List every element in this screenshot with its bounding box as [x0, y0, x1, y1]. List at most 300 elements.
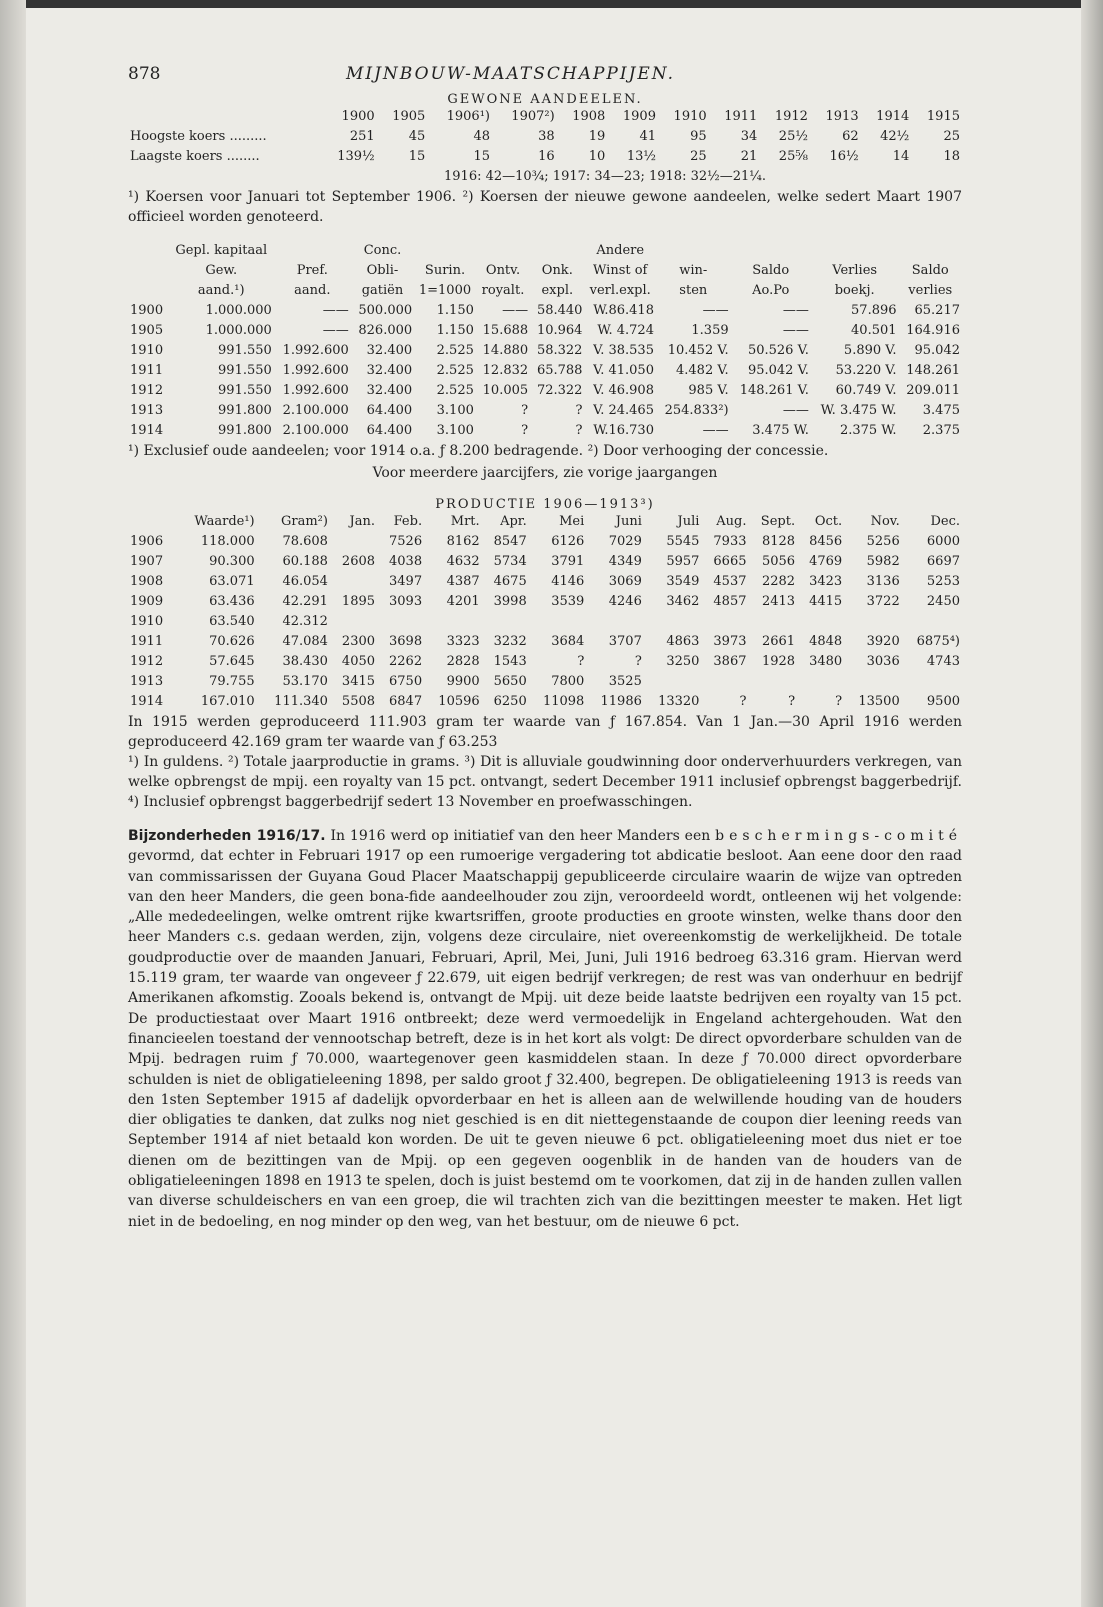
- productie-value: [797, 672, 844, 692]
- productie-value: 6665: [713, 554, 747, 569]
- kapitaal-header-cell: verlies: [908, 283, 953, 298]
- kapitaal-value: 991.550: [218, 363, 272, 378]
- productie-value: 47.084: [282, 634, 328, 649]
- productie-header-cell: Oct.: [814, 514, 843, 529]
- koers-value: 139½: [337, 149, 375, 164]
- kapitaal-value: 209.011: [906, 383, 960, 398]
- kapitaal-value: 1.000.000: [205, 323, 272, 338]
- kapitaal-header-cell: [731, 241, 811, 261]
- kapitaal-value: 148.261: [906, 363, 960, 378]
- productie-header-cell: Aug.: [716, 514, 747, 529]
- table-row: [128, 692, 962, 712]
- productie-header-cell: Jan.: [349, 514, 376, 529]
- kapitaal-value: V. 24.465: [593, 403, 654, 418]
- table-row: [128, 147, 962, 167]
- kapitaal-header-cell: [274, 241, 351, 261]
- kapitaal-value: 991.800: [218, 423, 272, 438]
- kapitaal-header-cell: Gew.: [205, 263, 238, 278]
- productie-value: 7029: [608, 534, 642, 549]
- productie-value: 2450: [926, 594, 960, 609]
- productie-value: 6875⁴): [916, 634, 960, 649]
- productie-value: 2262: [389, 654, 423, 669]
- productie-value: 3791: [551, 554, 585, 569]
- kapitaal-year: 1905: [130, 323, 164, 338]
- kapitaal-value: 95.042 V.: [747, 363, 809, 378]
- productie-value: 4050: [341, 654, 376, 669]
- kapitaal-header-cell: expl.: [541, 283, 574, 298]
- koers-year-header: 1913: [825, 109, 859, 124]
- kapitaal-header-cell: [128, 261, 169, 281]
- productie-value: 4387: [446, 574, 480, 589]
- kapitaal-header-cell: sten: [679, 283, 708, 298]
- kapitaal-year: 1914: [130, 423, 164, 438]
- kapitaal-value: 826.000: [358, 323, 413, 338]
- kapitaal-value: 148.261 V.: [739, 383, 809, 398]
- kapitaal-header-cell: aand.¹): [197, 283, 245, 298]
- productie-value: 1543: [493, 654, 527, 669]
- productie-value: 78.608: [282, 534, 328, 549]
- productie-value: 2608: [341, 554, 376, 569]
- koers-value: 25: [690, 149, 707, 164]
- koers-value: 10: [588, 149, 606, 164]
- kapitaal-header-cell: Ao.Po: [752, 283, 790, 298]
- kapitaal-value: V. 38.535: [593, 343, 654, 358]
- productie-value: 3867: [713, 654, 747, 669]
- productie-value: 42.291: [282, 594, 328, 609]
- productie-value: 4857: [713, 594, 747, 609]
- koers-year-header: 1914: [876, 109, 910, 124]
- kapitaal-header-cell: Saldo: [752, 263, 790, 278]
- kapitaal-value: 3.100: [436, 403, 474, 418]
- productie-value: 3973: [713, 634, 747, 649]
- koers-value: 21: [740, 149, 758, 164]
- kapitaal-value: ——: [782, 303, 809, 318]
- productie-value: 8128: [761, 534, 796, 549]
- productie-value: 6697: [926, 554, 960, 569]
- bijz-text-1: In 1916 werd op initiatief van den heer Manders een: [330, 828, 711, 844]
- table-row: [128, 552, 962, 572]
- kapitaal-header-cell: Saldo: [911, 263, 949, 278]
- productie-value: 7526: [389, 534, 423, 549]
- kapitaal-value: 12.832: [482, 363, 529, 378]
- productie-value: 10596: [438, 694, 480, 709]
- kapitaal-value: ?: [575, 403, 583, 418]
- productie-value: ?: [634, 654, 642, 669]
- productie-value: 8547: [493, 534, 527, 549]
- productie-value: [529, 612, 587, 632]
- kapitaal-value: 3.475 W.: [752, 423, 809, 438]
- koers-year-header: 1912: [774, 109, 808, 124]
- kapitaal-footnote: ¹) Exclusief oude aandeelen; voor 1914 o.a. ƒ 8.200 bedragende. ²) Door verhooging der concessie.: [128, 443, 829, 459]
- koers-value: 62: [842, 129, 859, 144]
- productie-value: [330, 532, 377, 552]
- kapitaal-value: 2.100.000: [282, 403, 349, 418]
- productie-year: 1907: [130, 554, 164, 569]
- productie-value: 2300: [341, 634, 376, 649]
- koers-value: 14: [892, 149, 910, 164]
- productie-value: 13500: [858, 694, 900, 709]
- page-edge: [1081, 0, 1103, 1607]
- koers-value: 15: [473, 149, 490, 164]
- productie-value: 4769: [809, 554, 843, 569]
- kapitaal-table: [128, 241, 962, 441]
- productie-value: 4201: [446, 594, 480, 609]
- koers-value: 48: [473, 129, 490, 144]
- kapitaal-value: ——: [782, 403, 809, 418]
- productie-value: 5650: [493, 674, 527, 689]
- bijzonderheden-paragraph: [128, 826, 962, 1232]
- koers-value: 42½: [880, 129, 910, 144]
- kapitaal-value: 32.400: [366, 383, 413, 398]
- kapitaal-header-cell: boekj.: [834, 283, 875, 298]
- productie-value: ?: [788, 694, 796, 709]
- productie-value: [749, 612, 798, 632]
- kapitaal-value: 1.150: [436, 303, 474, 318]
- productie-value: 2828: [446, 654, 480, 669]
- kapitaal-value: W. 4.724: [597, 323, 654, 338]
- productie-value: 3684: [551, 634, 585, 649]
- productie-value: 11986: [600, 694, 642, 709]
- productie-value: 3480: [809, 654, 843, 669]
- table-row: [128, 381, 962, 401]
- koers-value: 25⅝: [778, 149, 808, 164]
- productie-value: [701, 612, 748, 632]
- koers-year-header: 1905: [392, 109, 426, 124]
- kapitaal-value: 1.992.600: [282, 363, 349, 378]
- productie-value: 5545: [666, 534, 700, 549]
- kapitaal-value: 53.220 V.: [835, 363, 897, 378]
- productie-value: 2661: [761, 634, 796, 649]
- kapitaal-value: 64.400: [366, 423, 413, 438]
- productie-value: 5982: [866, 554, 900, 569]
- productie-header-cell: [128, 512, 175, 532]
- kapitaal-value: 991.550: [218, 343, 272, 358]
- kapitaal-header-row: [128, 261, 962, 281]
- kapitaal-header-cell: [476, 241, 530, 261]
- productie-header-row: [128, 512, 962, 532]
- kapitaal-value: W.86.418: [593, 303, 654, 318]
- koers-year-header: 1910: [673, 109, 707, 124]
- kapitaal-value: 254.833²): [664, 403, 729, 418]
- productie-value: 11098: [542, 694, 585, 709]
- productie-value: 3539: [551, 594, 585, 609]
- table-row: [128, 127, 962, 147]
- productie-value: 4632: [446, 554, 480, 569]
- koers-table: [128, 107, 962, 167]
- kapitaal-value: ——: [502, 303, 529, 318]
- productie-value: 3069: [608, 574, 642, 589]
- koers-header-row: [128, 107, 962, 127]
- productie-value: [902, 612, 962, 632]
- kapitaal-year: 1911: [130, 363, 164, 378]
- kapitaal-header-cell: 1=1000: [418, 283, 472, 298]
- koers-value: 25½: [778, 129, 808, 144]
- kapitaal-header-cell: Andere: [596, 243, 645, 258]
- kapitaal-header-cell: Verlies: [832, 263, 878, 278]
- productie-value: [330, 572, 377, 592]
- productie-value: 5056: [761, 554, 796, 569]
- productie-value: [844, 672, 902, 692]
- productie-value: 3036: [866, 654, 900, 669]
- kapitaal-header-row: [128, 241, 962, 261]
- kapitaal-value: V. 46.908: [593, 383, 654, 398]
- jaarcijfers-note: Voor meerdere jaarcijfers, zie vorige jaargangen: [372, 465, 718, 481]
- productie-header-cell: Juli: [677, 514, 700, 529]
- kapitaal-value: 14.880: [482, 343, 529, 358]
- productie-value: 70.626: [209, 634, 255, 649]
- productie-value: 13320: [658, 694, 700, 709]
- kapitaal-value: ?: [521, 403, 529, 418]
- productie-title: PRODUCTIE 1906—1913³): [435, 497, 655, 512]
- table-row: [128, 672, 962, 692]
- kapitaal-value: 65.788: [536, 363, 583, 378]
- table-row: [128, 532, 962, 552]
- productie-value: 3415: [341, 674, 376, 689]
- productie-value: 4675: [493, 574, 527, 589]
- productie-value: 118.000: [200, 534, 255, 549]
- productie-value: 8162: [446, 534, 480, 549]
- productie-value: 3707: [608, 634, 642, 649]
- kapitaal-value: 2.525: [436, 343, 474, 358]
- productie-value: 7933: [713, 534, 747, 549]
- kapitaal-header-cell: [128, 281, 169, 301]
- kapitaal-value: 10.964: [536, 323, 583, 338]
- book-binding: [0, 0, 26, 1607]
- productie-header-cell: Feb.: [393, 514, 423, 529]
- productie-value: 9500: [926, 694, 960, 709]
- productie-value: 3323: [446, 634, 480, 649]
- productie-value: 6000: [926, 534, 960, 549]
- kapitaal-header-cell: [530, 241, 584, 261]
- productie-value: 3722: [866, 594, 900, 609]
- kapitaal-value: 500.000: [358, 303, 413, 318]
- kapitaal-value: 10.005: [482, 383, 529, 398]
- kapitaal-value: 164.916: [906, 323, 960, 338]
- productie-value: 6750: [389, 674, 423, 689]
- kapitaal-value: 2.375 W.: [839, 423, 897, 438]
- productie-value: 60.188: [282, 554, 328, 569]
- koers-value: 41: [639, 129, 656, 144]
- kapitaal-value: 32.400: [366, 363, 413, 378]
- productie-value: 167.010: [200, 694, 255, 709]
- productie-value: 38.430: [282, 654, 328, 669]
- bijzonderheden-heading: Bijzonderheden 1916/17.: [128, 828, 326, 844]
- koers-value: 95: [690, 129, 707, 144]
- kapitaal-value: W. 3.475 W.: [820, 403, 897, 418]
- koers-value: 34: [740, 129, 758, 144]
- koers-value: 16: [538, 149, 555, 164]
- productie-value: 3250: [666, 654, 700, 669]
- table-row: [128, 572, 962, 592]
- table-row: [128, 421, 962, 441]
- productie-year: 1911: [130, 634, 164, 649]
- productie-value: 2282: [761, 574, 796, 589]
- page: [128, 60, 962, 1232]
- productie-value: 5253: [926, 574, 960, 589]
- kapitaal-value: 50.526 V.: [747, 343, 809, 358]
- productie-value: 2413: [761, 594, 796, 609]
- table-row: [128, 361, 962, 381]
- productie-header-cell: Nov.: [870, 514, 900, 529]
- productie-value: 3497: [389, 574, 423, 589]
- koers-year-header: 1908: [572, 109, 606, 124]
- productie-value: [424, 612, 482, 632]
- kapitaal-header-cell: Winst of: [593, 263, 648, 278]
- kapitaal-value: 985 V.: [688, 383, 729, 398]
- productie-value: 8456: [809, 534, 843, 549]
- koers-value: 251: [349, 129, 375, 144]
- productie-value: 6126: [551, 534, 585, 549]
- productie-value: 3920: [866, 634, 900, 649]
- koers-year-header: 1915: [926, 109, 960, 124]
- productie-value: 4415: [809, 594, 843, 609]
- productie-value: 4743: [926, 654, 960, 669]
- page-number: 878: [128, 64, 161, 84]
- kapitaal-value: 58.322: [536, 343, 583, 358]
- kapitaal-value: V. 41.050: [593, 363, 654, 378]
- productie-value: [586, 612, 644, 632]
- koers-year-header: 1907²): [511, 109, 555, 124]
- kapitaal-value: W.16.730: [593, 423, 654, 438]
- productie-year: 1908: [130, 574, 164, 589]
- productie-value: 79.755: [209, 674, 255, 689]
- kapitaal-year: 1913: [130, 403, 164, 418]
- koers-value: 16½: [829, 149, 859, 164]
- koers-footnote: ¹) Koersen voor Januari tot September 1906. ²) Koersen der nieuwe gewone aandeelen, welke sedert Maart 1907 officieel worden genoteerd.: [128, 189, 962, 225]
- productie-value: [644, 672, 702, 692]
- kapitaal-value: ?: [521, 423, 529, 438]
- kapitaal-value: ?: [575, 423, 583, 438]
- productie-year: 1909: [130, 594, 164, 609]
- kapitaal-value: 1.150: [436, 323, 474, 338]
- productie-value: [844, 612, 902, 632]
- productie-table: [128, 512, 962, 712]
- productie-value: 42.312: [282, 614, 328, 629]
- productie-value: 57.645: [209, 654, 255, 669]
- productie-header-cell: Apr.: [500, 514, 527, 529]
- productie-header-cell: Sept.: [760, 514, 796, 529]
- kapitaal-value: 40.501: [851, 323, 897, 338]
- kapitaal-header-cell: [811, 241, 899, 261]
- kapitaal-value: 65.217: [914, 303, 960, 318]
- kapitaal-value: 2.525: [436, 363, 474, 378]
- koers-value: 13½: [626, 149, 656, 164]
- running-title: MIJNBOUW-MAATSCHAPPIJEN.: [346, 64, 675, 84]
- koers-extra: 1916: 42—10¾; 1917: 34—23; 1918: 32½—21¼.: [444, 169, 766, 184]
- kapitaal-value: 60.749 V.: [835, 383, 897, 398]
- kapitaal-value: ——: [702, 423, 729, 438]
- koers-row-label: Laagste koers ........: [130, 149, 260, 164]
- kapitaal-value: ——: [702, 303, 729, 318]
- productie-value: 5957: [666, 554, 700, 569]
- productie-value: 5508: [341, 694, 376, 709]
- productie-value: 1895: [341, 594, 376, 609]
- kapitaal-value: ——: [322, 303, 349, 318]
- productie-header-cell: Juni: [615, 514, 642, 529]
- productie-year: 1910: [130, 614, 164, 629]
- koers-year-header: 1906¹): [446, 109, 490, 124]
- koers-value: 18: [943, 149, 960, 164]
- koers-value: 19: [588, 129, 606, 144]
- productie-value: 53.170: [282, 674, 328, 689]
- kapitaal-value: 3.475: [922, 403, 960, 418]
- bijz-spaced-term: beschermings-comité: [715, 828, 963, 844]
- productie-header-cell: Mei: [559, 514, 585, 529]
- kapitaal-value: 64.400: [366, 403, 413, 418]
- productie-note: In 1915 werden geproduceerd 111.903 gram ter waarde van ƒ 167.854. Van 1 Jan.—30 April 1916 werden geproduceerd 42.169 gram ter waarde van ƒ 63.253: [128, 714, 962, 750]
- productie-value: 63.540: [209, 614, 255, 629]
- gewone-title: GEWONE AANDEELEN.: [447, 92, 643, 107]
- kapitaal-header-cell: Conc.: [363, 243, 402, 258]
- productie-value: [701, 672, 748, 692]
- productie-value: 3136: [866, 574, 900, 589]
- table-row: [128, 612, 962, 632]
- kapitaal-header-cell: aand.: [294, 283, 331, 298]
- kapitaal-year: 1912: [130, 383, 164, 398]
- koers-header-cell: [128, 107, 320, 127]
- kapitaal-header-cell: Pref.: [296, 263, 328, 278]
- productie-value: ?: [835, 694, 843, 709]
- kapitaal-value: ——: [322, 323, 349, 338]
- koers-year-header: 1909: [622, 109, 656, 124]
- kapitaal-header-cell: Surin.: [424, 263, 466, 278]
- running-header: [128, 60, 962, 92]
- table-row: [128, 301, 962, 321]
- productie-value: 3698: [389, 634, 423, 649]
- productie-value: 3232: [493, 634, 527, 649]
- productie-value: ?: [577, 654, 585, 669]
- kapitaal-value: 57.896: [851, 303, 897, 318]
- productie-value: [797, 612, 844, 632]
- table-row: [128, 341, 962, 361]
- productie-value: 63.436: [209, 594, 255, 609]
- kapitaal-year: 1910: [130, 343, 164, 358]
- koers-row-label: Hoogste koers .........: [130, 129, 267, 144]
- productie-value: 1928: [761, 654, 796, 669]
- table-row: [128, 401, 962, 421]
- productie-header-cell: Mrt.: [450, 514, 480, 529]
- productie-footnote: ¹) In guldens. ²) Totale jaarproductie in grams. ³) Dit is alluviale goudwinning door onderverhuurders verkregen, van welke opbrengst de mpij. een royalty van 15 pct. ontvangt, sedert December 1911 inclusief opbrengst baggerbedrijf. ⁴) Inclusief opbrengst baggerbedrijf sedert 13 November en proefwasschingen.: [128, 754, 962, 810]
- kapitaal-header-cell: [128, 241, 169, 261]
- table-row: [128, 592, 962, 612]
- productie-year: 1913: [130, 674, 164, 689]
- kapitaal-value: 1.359: [691, 323, 729, 338]
- productie-value: 3423: [809, 574, 843, 589]
- productie-header-cell: Gram²): [280, 514, 328, 529]
- kapitaal-value: 1.992.600: [282, 343, 349, 358]
- kapitaal-header-cell: verl.expl.: [589, 283, 651, 298]
- kapitaal-header-cell: [656, 241, 731, 261]
- kapitaal-header-cell: Ontv.: [485, 263, 521, 278]
- productie-value: [377, 612, 424, 632]
- kapitaal-value: 3.100: [436, 423, 474, 438]
- productie-value: 6847: [389, 694, 423, 709]
- kapitaal-value: 10.452 V.: [667, 343, 729, 358]
- productie-value: 4146: [551, 574, 585, 589]
- koers-value: 15: [408, 149, 426, 164]
- productie-value: [482, 612, 529, 632]
- productie-value: 4848: [809, 634, 843, 649]
- productie-value: 4863: [666, 634, 700, 649]
- productie-value: 3998: [493, 594, 527, 609]
- kapitaal-header-cell: Gepl. kapitaal: [175, 243, 268, 258]
- productie-value: [902, 672, 962, 692]
- productie-year: 1914: [130, 694, 164, 709]
- productie-value: 3525: [608, 674, 642, 689]
- bijz-text-2: gevormd, dat echter in Februari 1917 op een rumoerige vergadering tot abdicatie besloot. Aan eene door den raad van commissarissen der Guyana Goud Placer Maatschappij gepubliceerde circulaire waarin de wijze van optreden van den heer Manders, die geen bona-fide aandeelhouder zou zijn, veroordeeld wordt, ontleenen wij het volgende: „Alle mededeelingen, welke omtrent rijke kwartsriffen, groote producties en groote winsten, welke thans door den heer Manders c.s. gedaan werden, zijn, volgens deze circulaire, niet overeenkomstig de werkelijkheid. De totale goudproductie over de maanden Januari, Februari, April, Mei, Juni, Juli 1916 bedroeg 63.316 gram. Hiervan werd 15.119 gram, ter waarde van ongeveer ƒ 22.679, uit eigen bedrijf verkregen; de rest was van onderhuur en bedrijf Amerikanen afkomstig. Zooals bekend is, ontvangt de Mpij. uit deze beide laatste bedrijven een royalty van 15 pct. De productiestaat over Maart 1916 ontbreekt; deze werd vermoedelijk in Engeland achtergehouden. Wat den financieelen toestand der vennootschap betreft, deze is in het kort als volgt: De direct opvorderbare schulden van de Mpij. bedragen ruim ƒ 70.000, waartegenover geen kasmiddelen staan. In deze ƒ 70.000 direct opvorderbare schulden is niet de obligatieleening 1898, per saldo groot ƒ 32.400, begrepen. De obligatieleening 1913 is reeds van den 1sten September 1915 af dadelijk opvorderbaar en het is alleen aan de welwillende houding van de houders dier obligaties te danken, dat zulks nog niet geschied is en dit niettegenstaande de coupon dier leening reeds van September 1914 af niet betaald kon worden. De uit te geven nieuwe 6 pct. obligatieleening moet dus niet er toe dienen om de bezittingen van de Mpij. op een gegeven oogenblik in de handen van de houders van de obligatieleeningen 1898 en 1913 te spelen, doch is juist bestemd om te voorkomen, dat zij in de handen zullen vallen van diverse schuldeischers en van een groep, die wil trachten zich van die bezittingen meester te maken. Het ligt niet in de bedoeling, en nog minder op den weg, van het bestuur, om de nieuwe 6 pct.: [128, 848, 962, 1230]
- kapitaal-value: 991.550: [218, 383, 272, 398]
- productie-year: 1906: [130, 534, 164, 549]
